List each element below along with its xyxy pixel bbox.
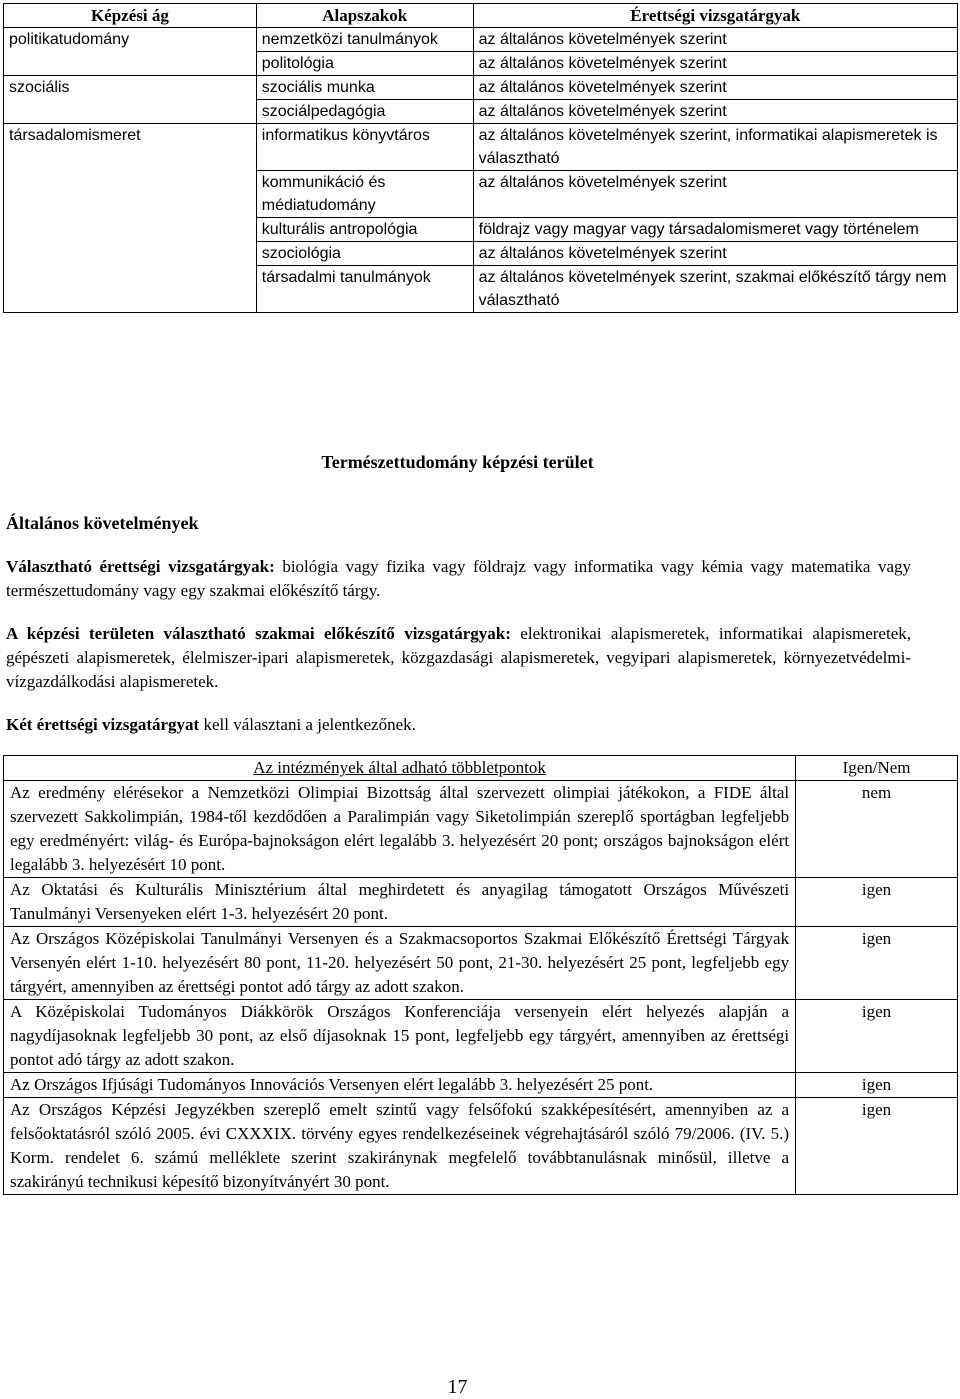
subjects-cell: az általános követelmények szerint xyxy=(473,76,957,100)
table-row xyxy=(4,52,958,76)
table-row xyxy=(4,878,958,927)
major-cell: szociálpedagógia xyxy=(256,100,473,124)
points-text-cell: Az Országos Képzési Jegyzékben szereplő emelt szintű vagy felsőfokú szakképesítésért, amennyiben az a felsőoktatásról szóló 2005. évi CXXXIX. törvény egyes rendelkezéseinek végrehajtásáról szóló 79/2006. (IV. 5.) Korm. rendelet 6. számú melléklete szerint szakiránynak megfelelő továbbtanulásnak minősül, illetve a szakirányú technikusi képesítő bizonyítványért 30 pont. xyxy=(4,1098,796,1195)
para-bold: Két érettségi vizsgatárgyat xyxy=(6,715,200,734)
subjects-cell: az általános követelmények szerint, szakmai előkészítő tárgy nem választható xyxy=(473,266,957,313)
major-cell: szociológia xyxy=(256,242,473,266)
section-title: Természettudomány képzési terület xyxy=(321,452,594,472)
yes-no-cell: igen xyxy=(796,927,958,1000)
header-subjects: Érettségi vizsgatárgyak xyxy=(473,4,957,28)
subjects-cell: az általános követelmények szerint xyxy=(473,52,957,76)
major-cell: politológia xyxy=(256,52,473,76)
points-text-cell: Az Országos Középiskolai Tanulmányi Versenyen és a Szakmacsoportos Szakmai Előkészítő Érettségi Tárgyak Versenyén elért 1-10. helyezésért 80 pont, 11-20. helyezésért 50 pont, 21-30. helyezésért 25 pont, legfeljebb egy tárgyért, amennyiben az érettségi pontot adó tárgy az adott szakon. xyxy=(4,927,796,1000)
table-row xyxy=(4,171,958,218)
subjects-cell: az általános követelmények szerint xyxy=(473,171,957,218)
points-text-cell: Az Országos Ifjúsági Tudományos Innovációs Versenyen elért legalább 3. helyezésért 25 pont. xyxy=(4,1073,796,1098)
branch-cell: politikatudomány xyxy=(4,28,257,52)
table-row xyxy=(4,266,958,313)
points-text-cell: Az Oktatási és Kulturális Minisztérium által meghirdetett és anyagilag támogatott Országos Művészeti Tanulmányi Versenyeken elért 1-3. helyezésért 20 pont. xyxy=(4,878,796,927)
major-cell: kommunikáció és médiatudomány xyxy=(256,171,473,218)
table-row xyxy=(4,1098,958,1195)
major-cell: szociális munka xyxy=(256,76,473,100)
branch-cell: társadalomismeret xyxy=(4,124,257,171)
yes-no-cell: nem xyxy=(796,781,958,878)
subjects-cell: az általános követelmények szerint, informatikai alapismeretek is választható xyxy=(473,124,957,171)
table-row xyxy=(4,28,958,52)
para-text: elektronikai alapismeretek, informatikai alapismeretek, gépészeti alapismeretek, élelmiszer-ipari alapismeretek, közgazdasági alapismeretek, vegyipari alapismeretek, környezetvédelmi-vízgazdálkodási alapismeretek. xyxy=(6,624,911,691)
paragraph-vocational-subjects xyxy=(6,622,911,694)
majors-table xyxy=(3,3,958,313)
major-cell: informatikus könyvtáros xyxy=(256,124,473,171)
major-cell: társadalmi tanulmányok xyxy=(256,266,473,313)
para-text: kell választani a jelentkezőnek. xyxy=(199,715,416,734)
yes-no-cell: igen xyxy=(796,878,958,927)
paragraph-elective-subjects xyxy=(6,555,911,603)
table-row xyxy=(4,1073,958,1098)
points-text-cell: A Középiskolai Tudományos Diákkörök Országos Konferenciája versenyein elért helyezés alapján a nagydíjasoknak legfeljebb 30 pont, az első díjasoknak 15 pont, legfeljebb egy tárgyért, amennyiben az érettségi pontot adó tárgy az adott szakon. xyxy=(4,1000,796,1073)
table-row xyxy=(4,76,958,100)
extra-points-table xyxy=(3,755,958,1195)
branch-cell xyxy=(4,52,257,76)
branch-cell xyxy=(4,100,257,124)
para-text: biológia vagy fizika vagy földrajz vagy informatika vagy kémia vagy matematika vagy természettudomány vagy egy szakmai előkészítő tárgy. xyxy=(6,557,912,600)
table-row xyxy=(4,218,958,242)
table-header-row xyxy=(4,756,958,781)
branch-cell xyxy=(4,171,257,218)
yes-no-cell: igen xyxy=(796,1000,958,1073)
table-row xyxy=(4,124,958,171)
subjects-cell: az általános követelmények szerint xyxy=(473,28,957,52)
para-bold: A képzési területen választható szakmai előkészítő vizsgatárgyak: xyxy=(6,624,511,643)
header-extra-points: Az intézmények által adható többletpontok xyxy=(4,756,796,781)
table-row xyxy=(4,242,958,266)
para-bold: Választható érettségi vizsgatárgyak: xyxy=(6,557,275,576)
branch-cell xyxy=(4,218,257,242)
points-text-cell: Az eredmény elérésekor a Nemzetközi Olimpiai Bizottság által szervezett olimpiai játékokon, a FIDE által szervezett Sakkolimpián, 1984-től kezdődően a Paralimpián vagy Siketolimpián szereplő sportágban legfeljebb egy eredményért: világ- és Európa-bajnokságon elért legalább 3. helyezésért 20 pont; országos bajnokságon elért legalább 3. helyezésért 10 pont. xyxy=(4,781,796,878)
branch-cell xyxy=(4,266,257,313)
header-branch: Képzési ág xyxy=(4,4,257,28)
table-row xyxy=(4,781,958,878)
table-row xyxy=(4,100,958,124)
subjects-cell: az általános követelmények szerint xyxy=(473,100,957,124)
major-cell: kulturális antropológia xyxy=(256,218,473,242)
subsection-title: Általános követelmények xyxy=(6,513,199,533)
major-cell: nemzetközi tanulmányok xyxy=(256,28,473,52)
branch-cell xyxy=(4,242,257,266)
table-row xyxy=(4,927,958,1000)
page-number: 17 xyxy=(447,1376,468,1398)
subjects-cell: földrajz vagy magyar vagy társadalomismeret vagy történelem xyxy=(473,218,957,242)
subjects-cell: az általános követelmények szerint xyxy=(473,242,957,266)
table-header-row xyxy=(4,4,958,28)
yes-no-cell: igen xyxy=(796,1073,958,1098)
branch-cell: szociális xyxy=(4,76,257,100)
table-row xyxy=(4,1000,958,1073)
paragraph-two-subjects xyxy=(6,713,911,737)
header-major: Alapszakok xyxy=(256,4,473,28)
header-yes-no: Igen/Nem xyxy=(796,756,958,781)
yes-no-cell: igen xyxy=(796,1098,958,1195)
